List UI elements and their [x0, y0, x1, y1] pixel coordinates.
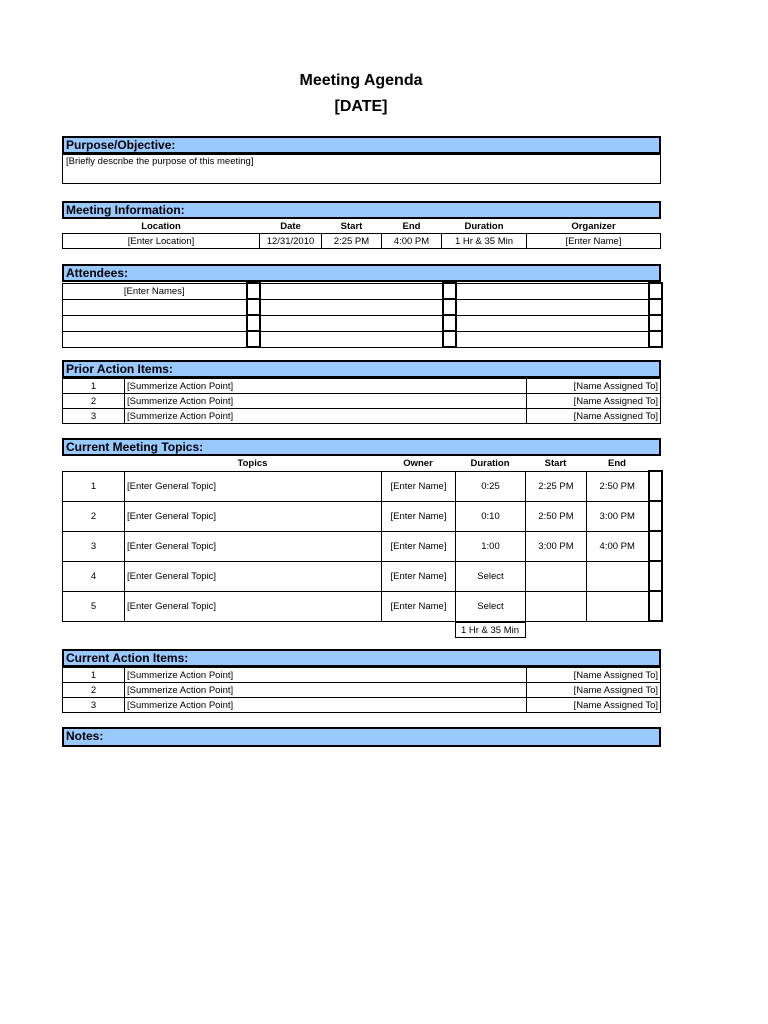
assigned-to[interactable]: [Name Assigned To] [527, 409, 661, 424]
action-point[interactable]: [Summerize Action Point] [125, 379, 527, 394]
row-number: 2 [63, 501, 125, 531]
attendee-cell[interactable]: [Enter Names] [63, 283, 247, 299]
end-time [587, 591, 649, 621]
topic-checkbox[interactable] [649, 591, 662, 621]
attendee-cell[interactable] [456, 331, 649, 347]
assigned-to[interactable]: [Name Assigned To] [527, 394, 661, 409]
owner-field[interactable]: [Enter Name] [382, 531, 456, 561]
start-time: 3:00 PM [526, 531, 587, 561]
col-date: Date [280, 220, 301, 232]
attendee-cell[interactable] [63, 331, 247, 347]
col-duration: Duration [464, 220, 504, 232]
table-row [63, 409, 661, 424]
start-time: 2:25 PM [526, 471, 587, 501]
assigned-to[interactable]: [Name Assigned To] [527, 683, 661, 698]
table-row [63, 531, 662, 561]
table-row [63, 379, 661, 394]
action-point[interactable]: [Summerize Action Point] [125, 683, 527, 698]
attendees-table [62, 282, 661, 348]
action-point[interactable]: [Summerize Action Point] [125, 409, 527, 424]
attendee-cell[interactable] [260, 315, 443, 331]
col-organizer: Organizer [571, 220, 616, 232]
row-number: 1 [63, 471, 125, 501]
attendee-checkbox[interactable] [247, 299, 260, 315]
col-end: End [402, 220, 421, 232]
table-row [63, 471, 662, 501]
action-point[interactable]: [Summerize Action Point] [125, 394, 527, 409]
duration-select[interactable]: Select [456, 591, 526, 621]
attendee-checkbox[interactable] [649, 299, 662, 315]
attendee-checkbox[interactable] [443, 299, 456, 315]
end-time: 3:00 PM [587, 501, 649, 531]
current-actions-table [62, 667, 661, 713]
action-point[interactable]: [Summerize Action Point] [125, 698, 527, 713]
attendee-checkbox[interactable] [649, 283, 662, 299]
duration-select[interactable]: Select [456, 561, 526, 591]
start-field[interactable]: 2:25 PM [322, 234, 382, 249]
topic-checkbox[interactable] [649, 561, 662, 591]
col-owner: Owner [403, 457, 433, 469]
topic-field[interactable]: [Enter General Topic] [125, 531, 382, 561]
table-row [63, 591, 662, 621]
attendees-header: Attendees: [62, 264, 661, 282]
attendee-checkbox[interactable] [443, 315, 456, 331]
table-row [63, 668, 661, 683]
attendee-cell[interactable] [260, 331, 443, 347]
action-point[interactable]: [Summerize Action Point] [125, 668, 527, 683]
page-title: Meeting Agenda [299, 72, 423, 89]
owner-field[interactable]: [Enter Name] [382, 471, 456, 501]
end-time: 4:00 PM [587, 531, 649, 561]
row-number: 3 [63, 698, 125, 713]
topic-field[interactable]: [Enter General Topic] [125, 501, 382, 531]
meeting-info-table [62, 219, 661, 249]
purpose-header: Purpose/Objective: [62, 136, 661, 154]
table-row [63, 683, 661, 698]
col-start: Start [544, 457, 567, 469]
start-time: 2:50 PM [526, 501, 587, 531]
attendee-checkbox[interactable] [443, 283, 456, 299]
row-number: 2 [63, 683, 125, 698]
end-time: 2:50 PM [587, 471, 649, 501]
assigned-to[interactable]: [Name Assigned To] [527, 698, 661, 713]
owner-field[interactable]: [Enter Name] [382, 591, 456, 621]
assigned-to[interactable]: [Name Assigned To] [527, 379, 661, 394]
purpose-field[interactable]: [Briefly describe the purpose of this meeting] [62, 154, 661, 184]
page-date[interactable]: [DATE] [334, 98, 388, 115]
table-row [63, 561, 662, 591]
row-number: 1 [63, 379, 125, 394]
topics-table [62, 456, 661, 638]
row-number: 2 [63, 394, 125, 409]
row-number: 3 [63, 531, 125, 561]
attendee-checkbox[interactable] [649, 315, 662, 331]
row-number: 4 [63, 561, 125, 591]
duration-select[interactable]: 1:00 [456, 531, 526, 561]
attendee-cell[interactable] [260, 299, 443, 315]
owner-field[interactable]: [Enter Name] [382, 561, 456, 591]
start-time [526, 591, 587, 621]
attendee-cell[interactable] [456, 299, 649, 315]
notes-header: Notes: [62, 727, 661, 747]
total-duration: 1 Hr & 35 Min [455, 623, 525, 638]
table-row [63, 501, 662, 531]
col-location: Location [141, 220, 181, 232]
topic-field[interactable]: [Enter General Topic] [125, 591, 382, 621]
topic-checkbox[interactable] [649, 501, 662, 531]
topic-checkbox[interactable] [649, 471, 662, 501]
row-number: 3 [63, 409, 125, 424]
col-topics: Topics [237, 457, 268, 469]
start-time [526, 561, 587, 591]
end-time [587, 561, 649, 591]
attendee-checkbox[interactable] [247, 331, 260, 347]
attendee-checkbox[interactable] [443, 331, 456, 347]
col-duration: Duration [470, 457, 510, 469]
attendee-checkbox[interactable] [247, 283, 260, 299]
table-row [63, 698, 661, 713]
duration-field: 1 Hr & 35 Min [442, 234, 527, 249]
assigned-to[interactable]: [Name Assigned To] [527, 668, 661, 683]
current-actions-header: Current Action Items: [62, 649, 661, 667]
attendee-cell[interactable] [63, 315, 247, 331]
meeting-info-header: Meeting Information: [62, 201, 661, 219]
row-number: 1 [63, 668, 125, 683]
attendee-cell[interactable] [260, 283, 443, 299]
col-start: Start [340, 220, 363, 232]
topic-field[interactable]: [Enter General Topic] [125, 471, 382, 501]
attendee-cell[interactable] [63, 299, 247, 315]
duration-select[interactable]: 0:10 [456, 501, 526, 531]
row-number: 5 [63, 591, 125, 621]
prior-actions-header: Prior Action Items: [62, 360, 661, 378]
duration-select[interactable]: 0:25 [456, 471, 526, 501]
topics-header: Current Meeting Topics: [62, 438, 661, 456]
date-field[interactable]: 12/31/2010 [260, 234, 322, 249]
attendee-cell[interactable] [456, 283, 649, 299]
end-field[interactable]: 4:00 PM [382, 234, 442, 249]
attendee-checkbox[interactable] [649, 331, 662, 347]
organizer-field[interactable]: [Enter Name] [527, 234, 661, 249]
topic-checkbox[interactable] [649, 531, 662, 561]
attendee-cell[interactable] [456, 315, 649, 331]
prior-actions-table [62, 378, 661, 424]
location-field[interactable]: [Enter Location] [63, 234, 260, 249]
table-row [63, 394, 661, 409]
col-end: End [608, 457, 626, 469]
owner-field[interactable]: [Enter Name] [382, 501, 456, 531]
attendee-checkbox[interactable] [247, 315, 260, 331]
topic-field[interactable]: [Enter General Topic] [125, 561, 382, 591]
